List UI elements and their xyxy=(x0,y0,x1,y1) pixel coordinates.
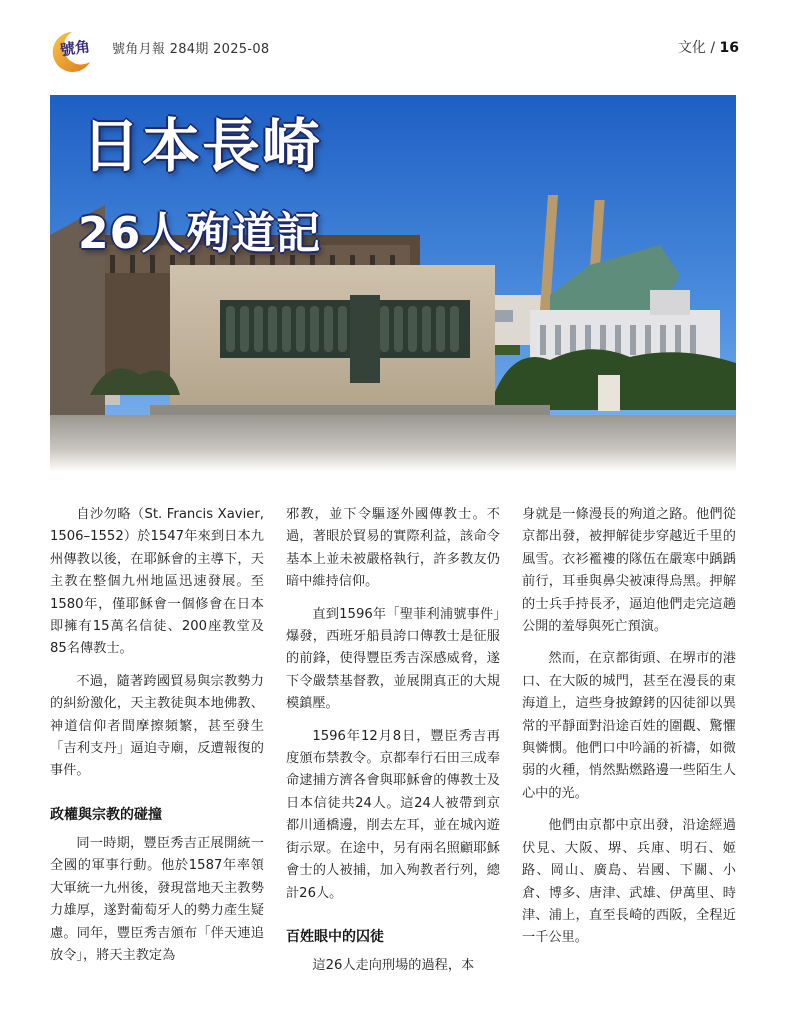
article-column-3 xyxy=(522,504,736,960)
section-label: 文化 xyxy=(677,40,706,56)
paragraph: 1596年12月8日，豐臣秀吉再度頒布禁教令。京都奉行石田三成奉命逮捕方濟各會與耶穌會的傳教士及日本信徒共24人。這24人被帶到京都川通橋邊，削去左耳，並在城內遊街示眾。在途中，另有兩名照顧耶穌會士的人被捕，加入殉教者行列，總計26人。 xyxy=(286,728,500,901)
paragraph: 然而，在京都街頭、在堺市的港口、在大阪的城門，甚至在漫長的東海道上，這些身披鐐銬的囚徒卻以異常的平靜面對沿途百姓的圍觀、驚懼與憐憫。他們口中吟誦的祈禱，如微弱的火種，悄然點燃路邊一些陌生人心中的光。 xyxy=(522,651,736,801)
section-heading: 政權與宗教的碰撞 xyxy=(50,806,162,823)
paragraph: 自沙勿略（St. Francis Xavier, 1506–1552）於1547年來到日本九州傳教以後，在耶穌會的主導下，天主教在整個九州地區迅速發展。至1580年，僅耶穌會一個修會在日本即擁有15萬名信徒、200座教堂及85名傳教士。 xyxy=(50,507,264,657)
paragraph: 身就是一條漫長的殉道之路。他們從京都出發，被押解徒步穿越近千里的風雪。衣衫襤褸的隊伍在嚴寒中踽踽前行，耳垂與鼻尖被凍得烏黑。押解的士兵手持長矛，逼迫他們走完這趟公開的羞辱與死亡預演。 xyxy=(522,507,736,635)
article-column-2 xyxy=(286,504,500,987)
paragraph: 同一時期，豐臣秀吉正展開統一全國的軍事行動。他於1587年率領大軍統一九州後，發現當地天主教勢力雄厚，遂對葡萄牙人的勢力產生疑慮。同年，豐臣秀吉頒布「伴天連追放令」，將天主教定為 xyxy=(50,835,264,963)
publication-issue: 號角月報 284期 2025-08 xyxy=(112,42,270,57)
paragraph: 直到1596年「聖菲利浦號事件」爆發，西班牙船員誇口傳教士是征服的前鋒，使得豐臣秀吉深感威脅，遂下令嚴禁基督教，並展開真正的大規模鎮壓。 xyxy=(286,606,500,712)
section-and-page xyxy=(678,37,739,57)
paragraph: 邪教，並下令驅逐外國傳教士。不過，著眼於貿易的實際利益，該命令基本上並未被嚴格執行，許多教友仍暗中維持信仰。 xyxy=(286,507,500,590)
section-heading: 百姓眼中的囚徒 xyxy=(286,928,384,945)
page-header xyxy=(0,0,797,80)
paragraph: 這26人走向刑場的過程，本 xyxy=(312,957,475,973)
hero-title: 日本長崎 xyxy=(82,112,323,180)
article-column-1 xyxy=(50,504,264,977)
separator: / xyxy=(710,40,716,56)
paragraph: 他們由京都中京出發，沿途經過伏見、大阪、堺、兵庫、明石、姬路、岡山、廣島、岩國、下關、小倉、博多、唐津、武雄、伊萬里、時津、浦上，直至長崎的西阪，全程近一千公里。 xyxy=(522,818,736,946)
paragraph: 不過，隨著跨國貿易與宗教勢力的糾紛激化，天主教徒與本地佛教、神道信仰者間摩擦頻繁，甚至發生「吉利支丹」逼迫寺廟，反遭報復的事件。 xyxy=(50,673,264,779)
hero-photo xyxy=(50,95,736,472)
hero-subtitle: 26人殉道記 xyxy=(78,208,322,259)
logo-text: 號角 xyxy=(58,37,92,60)
magazine-logo-icon xyxy=(50,28,98,72)
page-number: 16 xyxy=(719,40,739,56)
